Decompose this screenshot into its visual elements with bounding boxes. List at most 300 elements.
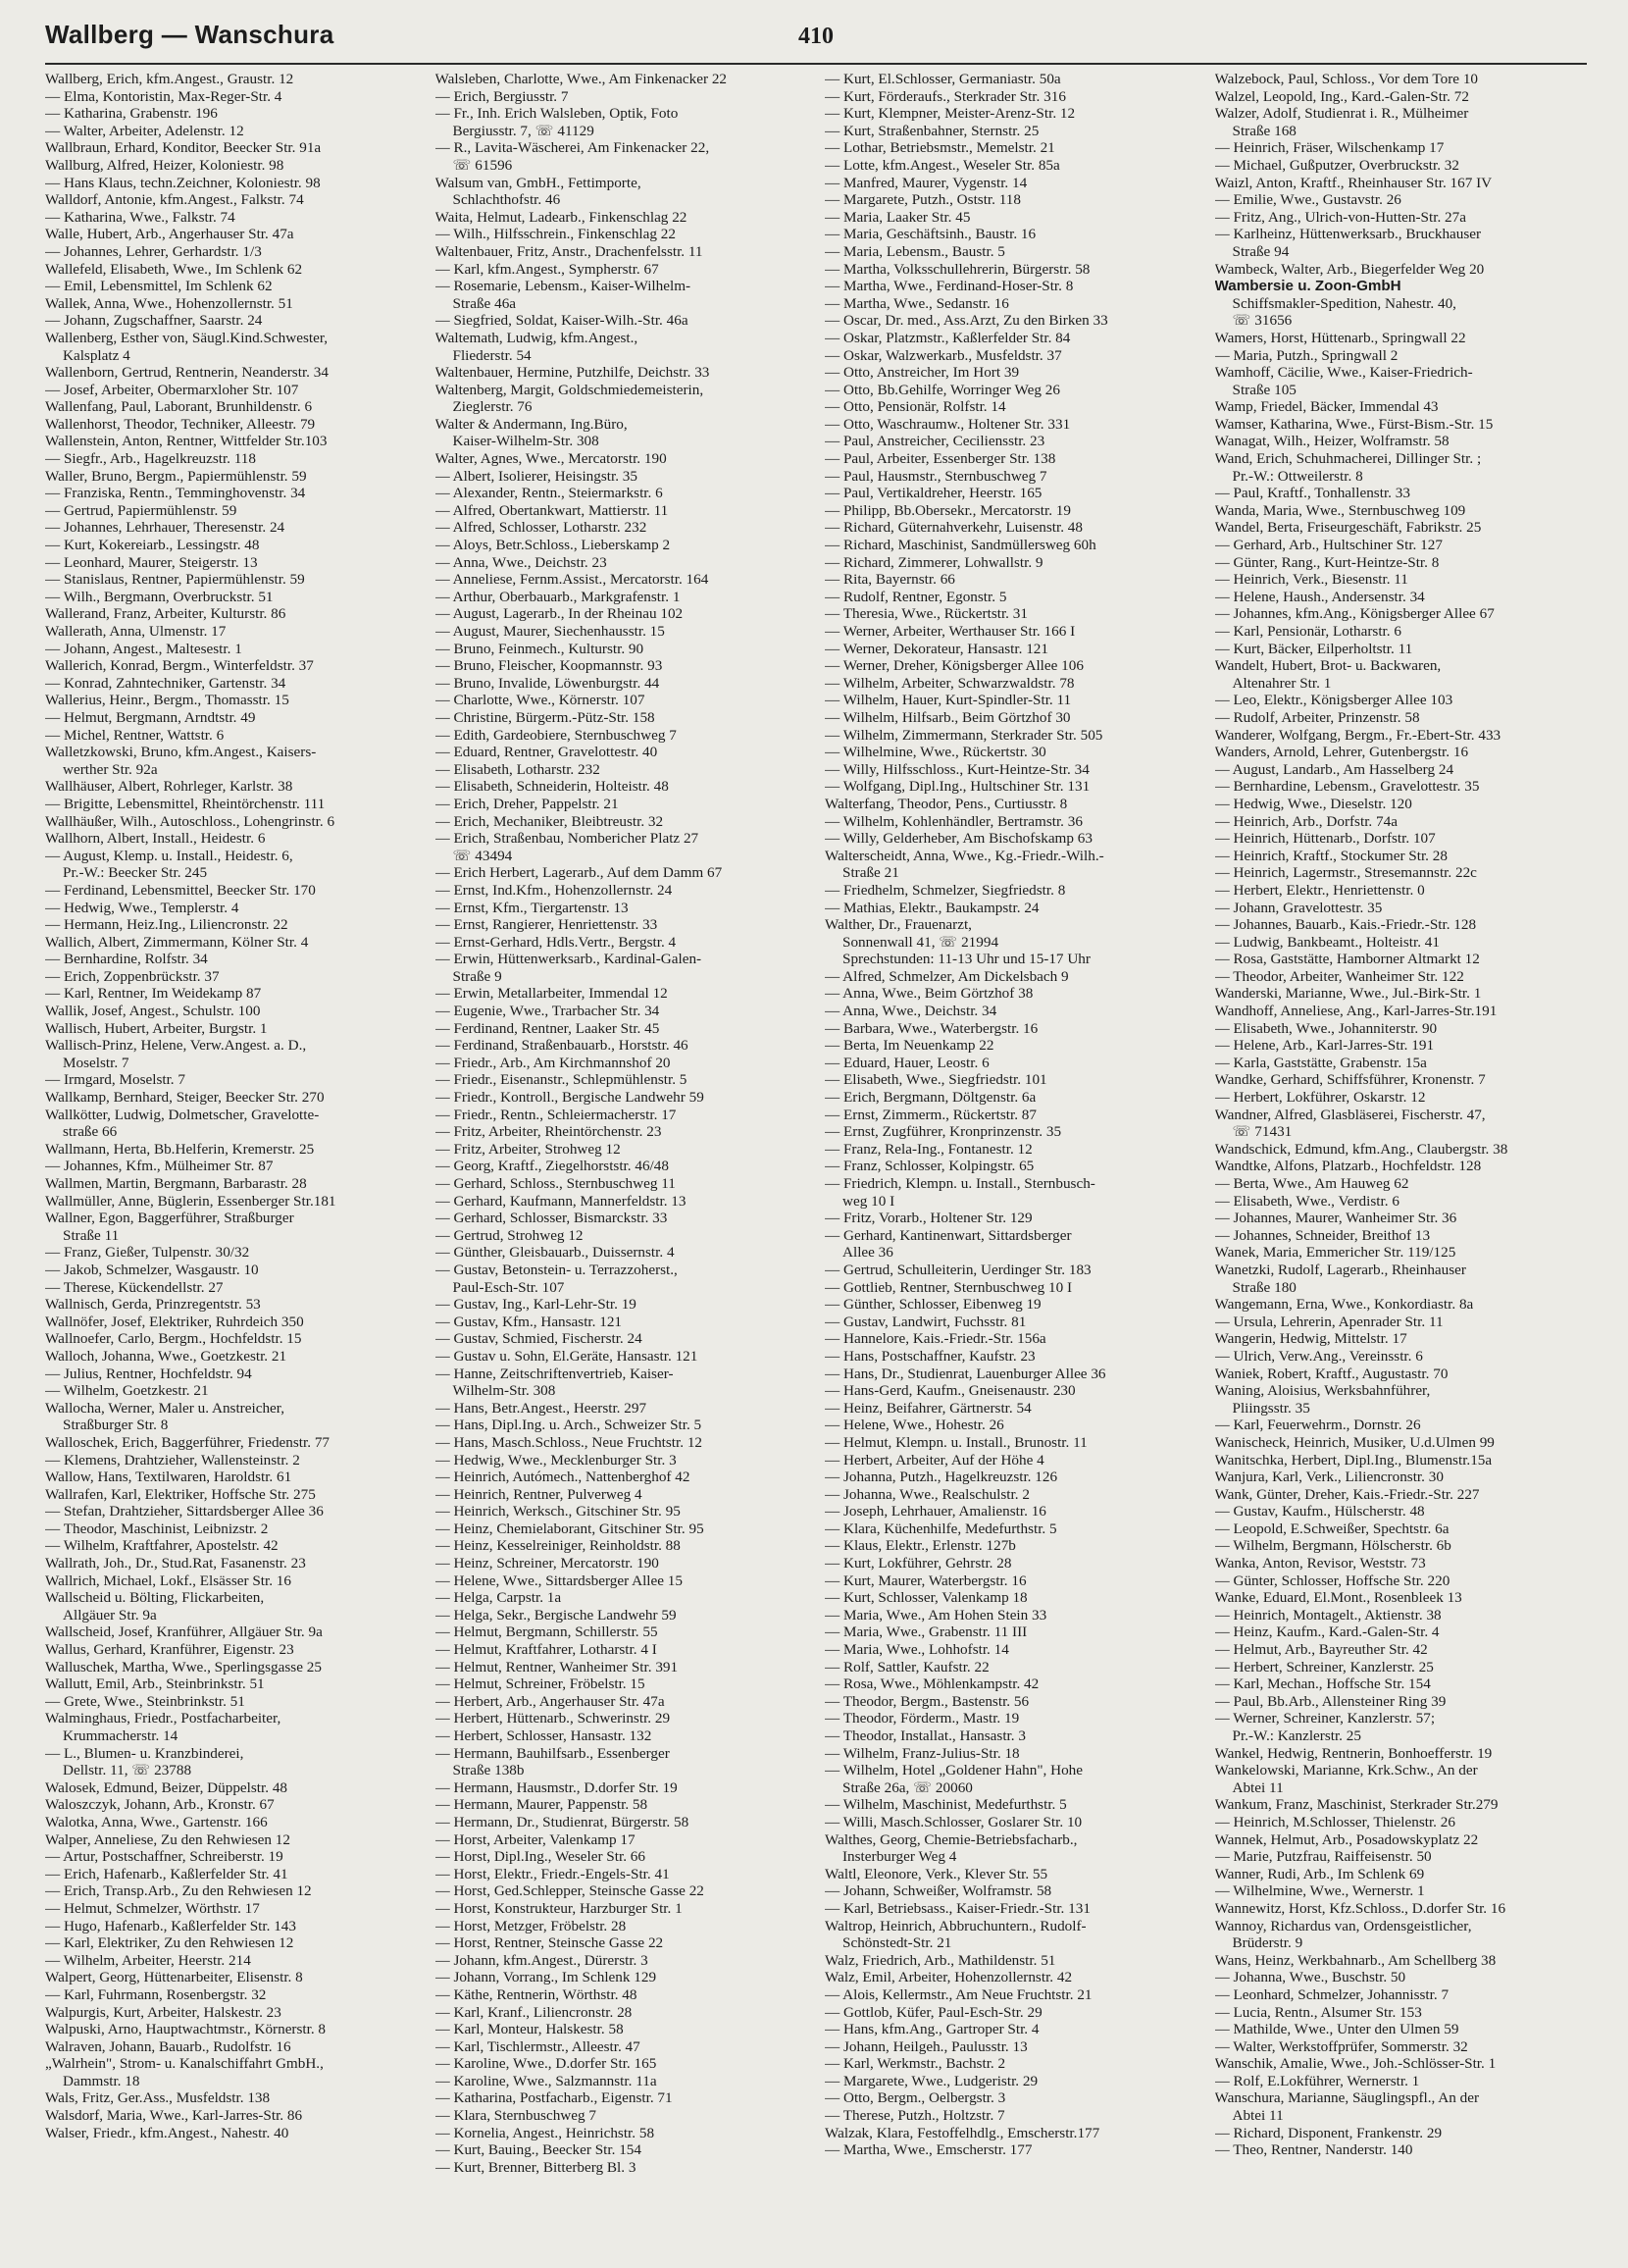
directory-entry: — L., Blumen- u. Kranzbinderei,	[45, 1744, 244, 1762]
directory-entry: — Heinrich, Verk., Biesenstr. 11	[1214, 571, 1408, 589]
directory-entry: — Gottlob, Küfer, Paul-Esch-Str. 29	[825, 2003, 1043, 2021]
directory-entry: Wallnöfer, Josef, Elektriker, Ruhrdeich 350	[45, 1313, 304, 1330]
directory-entry: — Herbert, Arbeiter, Auf der Höhe 4	[825, 1451, 1044, 1469]
directory-entry: — Emil, Lebensmittel, Im Schlenk 62	[45, 278, 273, 295]
directory-entry: Wannoy, Richardus van, Ordensgeistlicher,	[1214, 1917, 1472, 1934]
directory-entry: Waltemath, Ludwig, kfm.Angest.,	[434, 329, 638, 346]
directory-entry: — Herbert, Hüttenarb., Schwerinstr. 29	[434, 1710, 671, 1727]
directory-entry: — Karoline, Wwe., Salzmannstr. 11a	[434, 2072, 657, 2089]
directory-entry: Walsdorf, Maria, Wwe., Karl-Jarres-Str. 86	[45, 2107, 303, 2125]
directory-entry: — Ludwig, Bankbeamt., Holteistr. 41	[1214, 933, 1440, 951]
directory-entry: Walsum van, GmbH., Fettimporte,	[434, 174, 641, 191]
directory-entry: — Willy, Hilfsschloss., Kurt-Heintze-Str. 34	[825, 760, 1090, 778]
directory-entry: — Johannes, Lehrer, Gerhardstr. 1/3	[45, 242, 262, 260]
directory-entry: — Hermann, Bauhilfsarb., Essenberger	[434, 1744, 670, 1762]
directory-entry: Wanjura, Karl, Verk., Liliencronstr. 30	[1214, 1469, 1444, 1486]
directory-entry: — Wilhelm, Goetzkestr. 21	[45, 1382, 209, 1400]
directory-entry: Wanderer, Wolfgang, Bergm., Fr.-Ebert-Str. 433	[1214, 726, 1501, 744]
directory-entry: Pr.-W.: Ottweilerstr. 8	[1232, 467, 1363, 485]
directory-entry: — Maria, Putzh., Springwall 2	[1214, 346, 1399, 364]
directory-entry: Wallow, Hans, Textilwaren, Haroldstr. 61	[45, 1469, 292, 1486]
directory-entry: Paul-Esch-Str. 107	[452, 1278, 565, 1296]
directory-entry: — Elisabeth, Schneiderin, Holteistr. 48	[434, 778, 669, 796]
directory-entry: — Otto, Bergm., Oelbergstr. 3	[825, 2089, 1006, 2107]
directory-entry: — Karlheinz, Hüttenwerksarb., Bruckhauser	[1214, 226, 1482, 243]
directory-entry: — Rosa, Wwe., Möhlenkampstr. 42	[825, 1675, 1040, 1693]
directory-entry: Wand, Erich, Schuhmacherei, Dillinger Str. ;	[1214, 450, 1482, 468]
directory-entry: Allee 36	[842, 1244, 893, 1262]
directory-entry: Waltenbauer, Fritz, Anstr., Drachenfelsstr. 11	[434, 242, 703, 260]
directory-entry: — Kurt, Straßenbahner, Sternstr. 25	[825, 122, 1040, 139]
directory-entry: — Friedhelm, Schmelzer, Siegfriedstr. 8	[825, 881, 1066, 899]
directory-entry: Waller, Bruno, Bergm., Papiermühlenstr. 59	[45, 467, 307, 485]
directory-entry: — Joseph, Lehrhauer, Amalienstr. 16	[825, 1503, 1046, 1521]
directory-entry: Wallberg, Erich, kfm.Angest., Graustr. 12	[45, 71, 294, 87]
directory-entry: — Klara, Küchenhilfe, Medefurthstr. 5	[825, 1520, 1057, 1537]
directory-entry: — Erich, Zoppenbrückstr. 37	[45, 967, 220, 985]
directory-entry: — Franz, Schlosser, Kolpingstr. 65	[825, 1158, 1035, 1175]
directory-entry: — Wilhelm, Hotel „Goldener Hahn", Hohe	[825, 1762, 1084, 1779]
directory-entry: — Herbert, Arb., Angerhauser Str. 47a	[434, 1692, 665, 1710]
directory-entry: Wallner, Egon, Baggerführer, Straßburger	[45, 1210, 294, 1227]
directory-entry: Pr.-W.: Beecker Str. 245	[63, 864, 208, 882]
directory-entry: Walldorf, Antonie, kfm.Angest., Falkstr. 74	[45, 191, 304, 209]
directory-entry: — Ernst-Gerhard, Hdls.Vertr., Bergstr. 4	[434, 933, 677, 951]
column-2	[435, 71, 808, 2256]
directory-columns	[45, 71, 1587, 2256]
directory-entry: Wallenhorst, Theodor, Techniker, Alleestr. 79	[45, 415, 316, 433]
directory-entry: — Hanne, Zeitschriftenvertrieb, Kaiser-	[434, 1365, 674, 1382]
directory-entry: Straße 94	[1232, 242, 1290, 260]
directory-entry: Walzel, Leopold, Ing., Kard.-Galen-Str. 72	[1214, 87, 1469, 105]
directory-entry: — Wilhelmine, Wwe., Rückertstr. 30	[825, 744, 1046, 761]
directory-entry: — Gustav, Kfm., Hansastr. 121	[434, 1313, 623, 1330]
directory-entry: — Ernst, Rangierer, Henriettenstr. 33	[434, 916, 658, 934]
directory-entry: — Wilhelm, Hauer, Kurt-Spindler-Str. 11	[825, 692, 1072, 709]
directory-entry: Wallus, Gerhard, Kranführer, Eigenstr. 23	[45, 1641, 294, 1659]
directory-entry: — Grete, Wwe., Steinbrinkstr. 51	[45, 1692, 245, 1710]
directory-entry: Wandner, Alfred, Glasbläserei, Fischerstr. 47,	[1214, 1106, 1486, 1123]
directory-entry: Wandschick, Edmund, kfm.Ang., Claubergstr. 38	[1214, 1140, 1508, 1158]
directory-entry: — Siegfr., Arb., Hagelkreuzstr. 118	[45, 450, 256, 468]
directory-entry: — Friedr., Eisenanstr., Schlepmühlenstr. 5	[434, 1071, 687, 1089]
directory-entry: Wallerand, Franz, Arbeiter, Kulturstr. 86	[45, 605, 286, 623]
directory-entry: — Ernst, Zugführer, Kronprinzenstr. 35	[825, 1123, 1062, 1141]
directory-entry: Wanke, Eduard, El.Mont., Rosenbleek 13	[1214, 1589, 1462, 1607]
directory-entry: — Wilhelm, Kraftfahrer, Apostelstr. 42	[45, 1537, 279, 1555]
directory-entry: — Anneliese, Fernm.Assist., Mercatorstr. 164	[434, 571, 709, 589]
directory-entry: Allgäuer Str. 9a	[63, 1606, 157, 1624]
directory-entry: Walosek, Edmund, Beizer, Düppelstr. 48	[45, 1778, 288, 1796]
directory-entry: weg 10 I	[842, 1192, 895, 1210]
directory-entry: — Helmut, Schreiner, Fröbelstr. 15	[434, 1675, 645, 1693]
directory-entry: Schlachthofstr. 46	[452, 191, 561, 209]
page-header	[45, 18, 1587, 65]
directory-entry: Wallrath, Joh., Dr., Stud.Rat, Fasanenstr. 23	[45, 1555, 306, 1572]
directory-entry: — Artur, Postschaffner, Schreiberstr. 19	[45, 1848, 283, 1866]
directory-entry: — Barbara, Wwe., Waterbergstr. 16	[825, 1019, 1039, 1037]
directory-entry: Wallerius, Heinr., Bergm., Thomasstr. 15	[45, 692, 289, 709]
directory-entry: Wallrafen, Karl, Elektriker, Hoffsche Str. 275	[45, 1485, 316, 1503]
directory-entry: — Hans-Gerd, Kaufm., Gneisenaustr. 230	[825, 1382, 1076, 1400]
directory-entry: — Alois, Kellermstr., Am Neue Fruchtstr. 21	[825, 1985, 1093, 2003]
directory-entry: Waita, Helmut, Ladearb., Finkenschlag 22	[434, 208, 687, 226]
directory-entry: Waloszczyk, Johann, Arb., Kronstr. 67	[45, 1796, 275, 1814]
directory-entry: straße 66	[63, 1123, 118, 1141]
directory-entry: — Gustav, Ing., Karl-Lehr-Str. 19	[434, 1296, 636, 1314]
directory-entry: — Richard, Güternahverkehr, Luisenstr. 48	[825, 519, 1083, 537]
directory-entry: — Leonhard, Maurer, Steigerstr. 13	[45, 553, 258, 571]
directory-entry: Wanschura, Marianne, Säuglingspfl., An der	[1214, 2089, 1480, 2107]
directory-entry: — Paul, Anstreicher, Ceciliensstr. 23	[825, 433, 1045, 450]
directory-entry: — Siegfried, Soldat, Kaiser-Wilh.-Str. 46a	[434, 312, 688, 330]
directory-entry: Walzebock, Paul, Schloss., Vor dem Tore 10	[1214, 71, 1479, 87]
directory-entry: — Gustav u. Sohn, El.Geräte, Hansastr. 121	[434, 1347, 698, 1365]
directory-entry: — Richard, Maschinist, Sandmüllersweg 60h	[825, 537, 1096, 554]
directory-entry: Wanetzki, Rudolf, Lagerarb., Rheinhauser	[1214, 1261, 1466, 1278]
directory-entry: — Friedr., Arb., Am Kirchmannshof 20	[434, 1054, 671, 1071]
directory-entry: — Erich Herbert, Lagerarb., Auf dem Damm 67	[434, 864, 723, 882]
directory-entry: — Kurt, El.Schlosser, Germaniastr. 50a	[825, 71, 1061, 87]
directory-entry: — Klaus, Elektr., Erlenstr. 127b	[825, 1537, 1016, 1555]
directory-entry: werther Str. 92a	[63, 760, 158, 778]
directory-entry: — Christine, Bürgerm.-Pütz-Str. 158	[434, 708, 655, 726]
directory-entry: — Karoline, Wwe., D.dorfer Str. 165	[434, 2055, 657, 2073]
directory-entry: Wallek, Anna, Wwe., Hohenzollernstr. 51	[45, 294, 293, 312]
directory-entry: — Franz, Rela-Ing., Fontanestr. 12	[825, 1140, 1033, 1158]
directory-entry: — Ferdinand, Lebensmittel, Beecker Str. 170	[45, 881, 316, 899]
directory-entry: Sonnenwall 41, ☏ 21994	[842, 933, 999, 951]
directory-entry: — Alfred, Schmelzer, Am Dickelsbach 9	[825, 967, 1069, 985]
directory-entry: — Käthe, Rentnerin, Wörthstr. 48	[434, 1985, 637, 2003]
directory-entry: — Stanislaus, Rentner, Papiermühlenstr. 59	[45, 571, 305, 589]
directory-entry: — Kurt, Kokereiarb., Lessingstr. 48	[45, 537, 260, 554]
directory-entry: Wambeck, Walter, Arb., Biegerfelder Weg 20	[1214, 260, 1485, 278]
directory-entry: — Leo, Elektr., Königsberger Allee 103	[1214, 692, 1453, 709]
directory-entry: — Karl, Fuhrmann, Rosenbergstr. 32	[45, 1985, 267, 2003]
directory-entry: Walz, Emil, Arbeiter, Hohenzollernstr. 42	[825, 1969, 1073, 1986]
directory-entry: — Stefan, Drahtzieher, Sittardsberger Allee 36	[45, 1503, 324, 1521]
directory-entry: — Josef, Arbeiter, Obermarxloher Str. 107	[45, 381, 299, 398]
directory-entry: — Maria, Geschäftsinh., Baustr. 16	[825, 226, 1037, 243]
directory-entry: Wallmen, Martin, Bergmann, Barbarastr. 28	[45, 1175, 307, 1192]
directory-entry: — Paul, Arbeiter, Essenberger Str. 138	[825, 450, 1056, 468]
directory-entry: — August, Landarb., Am Hasselberg 24	[1214, 760, 1454, 778]
directory-entry: — Elisabeth, Wwe., Siegfriedstr. 101	[825, 1071, 1047, 1089]
directory-entry: — Theo, Rentner, Nanderstr. 140	[1214, 2141, 1413, 2159]
directory-entry: — Heinz, Schreiner, Mercatorstr. 190	[434, 1555, 659, 1572]
directory-entry: — Mathias, Elektr., Baukampstr. 24	[825, 899, 1040, 916]
directory-entry: Wannek, Helmut, Arb., Posadowskyplatz 22	[1214, 1830, 1479, 1848]
directory-entry: — Philipp, Bb.Obersekr., Mercatorstr. 19	[825, 501, 1071, 519]
directory-entry: — Friedrich, Klempn. u. Install., Sternbusch-	[825, 1175, 1095, 1192]
directory-entry: — Willi, Masch.Schlosser, Goslarer Str. 10	[825, 1813, 1083, 1830]
directory-entry: — Gustav, Betonstein- u. Terrazzoherst.,	[434, 1261, 678, 1278]
directory-entry: Wallutt, Emil, Arb., Steinbrinkstr. 51	[45, 1675, 265, 1693]
directory-entry: — Anna, Wwe., Deichstr. 34	[825, 1003, 997, 1020]
directory-entry: Wanderski, Marianne, Wwe., Jul.-Birk-Str. 1	[1214, 985, 1482, 1003]
directory-entry: — Theodor, Bergm., Bastenstr. 56	[825, 1692, 1030, 1710]
directory-entry: — Fritz, Arbeiter, Rheintörchenstr. 23	[434, 1123, 662, 1141]
directory-entry: — Julius, Rentner, Hochfeldstr. 94	[45, 1365, 252, 1382]
directory-entry: Wallhorn, Albert, Install., Heidestr. 6	[45, 830, 266, 848]
column-4	[1215, 71, 1588, 2256]
directory-entry: — Horst, Rentner, Steinsche Gasse 22	[434, 1934, 664, 1952]
directory-entry: Wanda, Maria, Wwe., Sternbuschweg 109	[1214, 501, 1466, 519]
directory-entry: — Maria, Wwe., Grabenstr. 11 III	[825, 1624, 1028, 1641]
directory-entry: Wallerath, Anna, Ulmenstr. 17	[45, 623, 227, 640]
directory-entry: Straße 138b	[452, 1762, 525, 1779]
directory-entry: — Martha, Wwe., Sedanstr. 16	[825, 294, 1009, 312]
directory-entry: Walpuski, Arno, Hauptwachtmstr., Körnerstr. 8	[45, 2021, 327, 2038]
directory-entry: — Maria, Wwe., Lohhofstr. 14	[825, 1641, 1009, 1659]
directory-entry: — Werner, Dreher, Königsberger Allee 106	[825, 657, 1084, 675]
directory-entry: — Johann, kfm.Angest., Dürerstr. 3	[434, 1951, 648, 1969]
directory-entry: — Bernhardine, Rolfstr. 34	[45, 951, 208, 968]
directory-entry: Abtei 11	[1232, 1778, 1284, 1796]
directory-entry: Straße 180	[1232, 1278, 1297, 1296]
directory-entry: — Gustav, Schmied, Fischerstr. 24	[434, 1330, 642, 1348]
directory-entry: Zieglerstr. 76	[452, 398, 533, 416]
directory-entry: Wallich, Albert, Zimmermann, Kölner Str. 4	[45, 933, 309, 951]
directory-entry: — Kurt, Förderaufs., Sterkrader Str. 316	[825, 87, 1066, 105]
directory-entry: — August, Klemp. u. Install., Heidestr. 6,	[45, 847, 293, 864]
directory-entry: Waltl, Eleonore, Verk., Klever Str. 55	[825, 1865, 1048, 1882]
directory-entry: Wandelt, Hubert, Brot- u. Backwaren,	[1214, 657, 1442, 675]
directory-entry: — Rosemarie, Lebensm., Kaiser-Wilhelm-	[434, 278, 691, 295]
directory-entry: — Elisabeth, Wwe., Verdistr. 6	[1214, 1192, 1399, 1210]
directory-entry: Wallhäuser, Albert, Rohrleger, Karlstr. 38	[45, 778, 293, 796]
directory-entry: Wamers, Horst, Hüttenarb., Springwall 22	[1214, 329, 1466, 346]
directory-entry: Wallkamp, Bernhard, Steiger, Beecker Str. 270	[45, 1089, 325, 1107]
directory-entry: — Heinrich, Autómech., Nattenberghof 42	[434, 1469, 690, 1486]
directory-entry: — Helmut, Schmelzer, Wörthstr. 17	[45, 1899, 260, 1917]
directory-entry: — Gerhard, Arb., Hultschiner Str. 127	[1214, 537, 1443, 554]
directory-entry: Wallnoefer, Carlo, Bergm., Hochfeldstr. 15	[45, 1330, 302, 1348]
directory-entry: — R., Lavita-Wäscherei, Am Finkenacker 22,	[434, 139, 710, 157]
directory-entry: Walminghaus, Friedr., Postfacharbeiter,	[45, 1710, 281, 1727]
directory-entry: — Wilhelmine, Wwe., Wernerstr. 1	[1214, 1882, 1425, 1900]
directory-entry: — Paul, Kraftf., Tonhallenstr. 33	[1214, 485, 1410, 502]
directory-entry: Waniek, Robert, Kraftf., Augustastr. 70	[1214, 1365, 1449, 1382]
directory-entry: — Katharina, Postfacharb., Eigenstr. 71	[434, 2089, 673, 2107]
directory-entry: — Anna, Wwe., Beim Görtzhof 38	[825, 985, 1034, 1003]
directory-entry: Straßburger Str. 8	[63, 1417, 169, 1434]
directory-entry: — Oscar, Dr. med., Ass.Arzt, Zu den Birken 33	[825, 312, 1108, 330]
directory-entry: — Emilie, Wwe., Gustavstr. 26	[1214, 191, 1401, 209]
directory-entry: — Fritz, Vorarb., Holtener Str. 129	[825, 1210, 1033, 1227]
directory-entry: Altenahrer Str. 1	[1232, 674, 1332, 692]
directory-entry: Straße 26a, ☏ 20060	[842, 1778, 973, 1796]
directory-entry: — Günther, Gleisbauarb., Duissernstr. 4	[434, 1244, 675, 1262]
directory-entry: Wamp, Friedel, Bäcker, Immendal 43	[1214, 398, 1439, 416]
directory-entry: — Kurt, Bäcker, Eilperholtstr. 11	[1214, 640, 1413, 657]
directory-entry: — Erich, Mechaniker, Bleibtreustr. 32	[434, 812, 664, 830]
directory-entry: — Hedwig, Wwe., Mecklenburger Str. 3	[434, 1451, 677, 1469]
directory-entry: — Franziska, Rentn., Temminghovenstr. 34	[45, 485, 306, 502]
directory-entry: — Kurt, Schlosser, Valenkamp 18	[825, 1589, 1028, 1607]
directory-entry: Krummacherstr. 14	[63, 1727, 178, 1744]
directory-entry: — Johann, Zugschaffner, Saarstr. 24	[45, 312, 263, 330]
directory-entry: ☏ 43494	[452, 847, 513, 864]
directory-entry: — Erwin, Metallarbeiter, Immendal 12	[434, 985, 668, 1003]
directory-entry: — Heinrich, Arb., Dorfstr. 74a	[1214, 812, 1398, 830]
directory-entry: — Gustav, Kaufm., Hülscherstr. 48	[1214, 1503, 1425, 1521]
directory-entry: — Franz, Gießer, Tulpenstr. 30/32	[45, 1244, 250, 1262]
directory-entry: Straße 9	[452, 967, 502, 985]
directory-entry: — Erich, Bergmann, Döltgenstr. 6a	[825, 1089, 1037, 1107]
directory-entry: Wambersie u. Zoon-GmbH	[1214, 278, 1401, 295]
directory-entry: Schönstedt-Str. 21	[842, 1934, 952, 1952]
directory-entry: Fliederstr. 54	[452, 346, 532, 364]
directory-entry: — Martha, Volksschullehrerin, Bürgerstr. 58	[825, 260, 1091, 278]
directory-entry: Wallmann, Herta, Bb.Helferin, Kremerstr. 25	[45, 1140, 315, 1158]
directory-entry: — Maria, Laaker Str. 45	[825, 208, 971, 226]
directory-entry: — Herbert, Elektr., Henriettenstr. 0	[1214, 881, 1425, 899]
directory-entry: — Rita, Bayernstr. 66	[825, 571, 955, 589]
directory-entry: — Karl, kfm.Angest., Sympherstr. 67	[434, 260, 659, 278]
directory-entry: — Helmut, Rentner, Wanheimer Str. 391	[434, 1658, 679, 1675]
directory-entry: Waizl, Anton, Kraftf., Rheinhauser Str. 167 IV	[1214, 174, 1493, 191]
directory-entry: Wandke, Gerhard, Schiffsführer, Kronenstr. 7	[1214, 1071, 1486, 1089]
directory-entry: — Johanna, Putzh., Hagelkreuzstr. 126	[825, 1469, 1058, 1486]
directory-entry: „Walrhein", Strom- u. Kanalschiffahrt GmbH.,	[45, 2055, 324, 2073]
directory-entry: — Albert, Isolierer, Heisingstr. 35	[434, 467, 637, 485]
directory-entry: — Heinz, Beifahrer, Gärtnerstr. 54	[825, 1399, 1032, 1417]
directory-entry: — Bruno, Invalide, Löwenburgstr. 44	[434, 674, 660, 692]
directory-entry: — Horst, Elektr., Friedr.-Engels-Str. 41	[434, 1865, 670, 1882]
directory-entry: Wandhoff, Anneliese, Ang., Karl-Jarres-Str.191	[1214, 1003, 1498, 1020]
directory-entry: — Fr., Inh. Erich Walsleben, Optik, Foto	[434, 105, 679, 123]
directory-entry: Walterfang, Theodor, Pens., Curtiusstr. 8	[825, 795, 1068, 812]
directory-entry: Wallenberg, Esther von, Säugl.Kind.Schwester,	[45, 329, 329, 346]
directory-entry: — Maria, Lebensm., Baustr. 5	[825, 242, 1005, 260]
directory-entry: — Horst, Konstrukteur, Harzburger Str. 1	[434, 1899, 683, 1917]
directory-entry: — Gustav, Landwirt, Fuchsstr. 81	[825, 1313, 1027, 1330]
directory-entry: — Walter, Arbeiter, Adelenstr. 12	[45, 122, 244, 139]
directory-entry: — Erwin, Hüttenwerksarb., Kardinal-Galen-	[434, 951, 702, 968]
directory-entry: — Paul, Bb.Arb., Allensteiner Ring 39	[1214, 1692, 1447, 1710]
directory-entry: Wankel, Hedwig, Rentnerin, Bonhoefferstr. 19	[1214, 1744, 1493, 1762]
directory-entry: — Heinrich, Kraftf., Stockumer Str. 28	[1214, 847, 1448, 864]
directory-entry: Wanagat, Wilh., Heizer, Wolframstr. 58	[1214, 433, 1450, 450]
directory-entry: — Ernst, Ind.Kfm., Hohenzollernstr. 24	[434, 881, 673, 899]
directory-entry: — Klara, Sternbuschweg 7	[434, 2107, 596, 2125]
directory-entry: — August, Maurer, Siechenhausstr. 15	[434, 623, 665, 640]
directory-entry: Wals, Fritz, Ger.Ass., Musfeldstr. 138	[45, 2089, 271, 2107]
directory-entry: — Herbert, Schlosser, Hansastr. 132	[434, 1727, 652, 1744]
directory-entry: — Brigitte, Lebensmittel, Rheintörchenstr. 111	[45, 795, 326, 812]
directory-entry: — Heinrich, Montagelt., Aktienstr. 38	[1214, 1606, 1442, 1624]
directory-entry: — Theresia, Wwe., Rückertstr. 31	[825, 605, 1028, 623]
directory-entry: — Hermann, Maurer, Pappenstr. 58	[434, 1796, 648, 1814]
directory-entry: — Berta, Im Neuenkamp 22	[825, 1037, 994, 1055]
directory-entry: — Alfred, Schlosser, Lotharstr. 232	[434, 519, 647, 537]
directory-entry: Walletzkowski, Bruno, kfm.Angest., Kaisers-	[45, 744, 317, 761]
directory-entry: — Friedr., Rentn., Schleiermacherstr. 17	[434, 1106, 677, 1123]
directory-entry: Wallkötter, Ludwig, Dolmetscher, Gravelotte-	[45, 1106, 320, 1123]
directory-entry: — Katharina, Wwe., Falkstr. 74	[45, 208, 235, 226]
directory-entry: — Heinrich, Rentner, Pulverweg 4	[434, 1485, 642, 1503]
directory-entry: — Theodor, Förderm., Mastr. 19	[825, 1710, 1020, 1727]
directory-entry: ☏ 61596	[452, 156, 513, 174]
directory-entry: — Hedwig, Wwe., Dieselstr. 120	[1214, 795, 1412, 812]
directory-entry: — Heinz, Kaufm., Kard.-Galen-Str. 4	[1214, 1624, 1440, 1641]
page-number: 410	[798, 24, 834, 49]
directory-entry: — Johann, Vorrang., Im Schlenk 129	[434, 1969, 657, 1986]
directory-entry: Walthes, Georg, Chemie-Betriebsfacharb.,	[825, 1830, 1078, 1848]
directory-entry: — Hans, Dr., Studienrat, Lauenburger Allee 36	[825, 1365, 1106, 1382]
directory-entry: Wanders, Arnold, Lehrer, Gutenbergstr. 16	[1214, 744, 1469, 761]
directory-entry: — Karl, Kranf., Liliencronstr. 28	[434, 2003, 633, 2021]
directory-entry: — Erich, Dreher, Pappelstr. 21	[434, 795, 619, 812]
directory-entry: Wanitschka, Herbert, Dipl.Ing., Blumenstr.15a	[1214, 1451, 1493, 1469]
directory-entry: Walper, Anneliese, Zu den Rehwiesen 12	[45, 1830, 290, 1848]
directory-entry: — Therese, Kückendellstr. 27	[45, 1278, 224, 1296]
directory-entry: — Alfred, Obertankwart, Mattierstr. 11	[434, 501, 669, 519]
directory-entry: Wallscheid, Josef, Kranführer, Allgäuer Str. 9a	[45, 1624, 323, 1641]
directory-entry: — Erich, Transp.Arb., Zu den Rehwiesen 12	[45, 1882, 312, 1900]
directory-entry: — Katharina, Grabenstr. 196	[45, 105, 218, 123]
directory-entry: — Heinrich, Werksch., Gitschiner Str. 95	[434, 1503, 681, 1521]
directory-entry: Wilhelm-Str. 308	[452, 1382, 556, 1400]
directory-entry: — Johannes, kfm.Ang., Königsberger Allee 67	[1214, 605, 1495, 623]
directory-entry: — Mathilde, Wwe., Unter den Ulmen 59	[1214, 2021, 1459, 2038]
directory-entry: — Kurt, Klempner, Meister-Arenz-Str. 12	[825, 105, 1076, 123]
directory-entry: Waning, Aloisius, Werksbahnführer,	[1214, 1382, 1431, 1400]
directory-entry: ☏ 71431	[1232, 1123, 1293, 1141]
directory-entry: — Helmut, Arb., Bayreuther Str. 42	[1214, 1641, 1428, 1659]
directory-entry: — Hermann, Hausmstr., D.dorfer Str. 19	[434, 1778, 678, 1796]
directory-entry: — Wilhelm, Bergmann, Hölscherstr. 6b	[1214, 1537, 1451, 1555]
directory-entry: — Hans Klaus, techn.Zeichner, Koloniestr. 98	[45, 174, 321, 191]
directory-entry: Walz, Friedrich, Arb., Mathildenstr. 51	[825, 1951, 1056, 1969]
directory-entry: — Hans, kfm.Ang., Gartroper Str. 4	[825, 2021, 1040, 2038]
directory-entry: Waltrop, Heinrich, Abbruchuntern., Rudolf-	[825, 1917, 1087, 1934]
directory-entry: — Ferdinand, Rentner, Laaker Str. 45	[434, 1019, 660, 1037]
directory-entry: Straße 21	[842, 864, 899, 882]
directory-entry: — Wilh., Bergmann, Overbruckstr. 51	[45, 588, 274, 605]
directory-entry: Dammstr. 18	[63, 2072, 140, 2089]
directory-entry: — Bernhardine, Lebensm., Gravelottestr. 35	[1214, 778, 1480, 796]
directory-entry: — Johannes, Lehrhauer, Theresenstr. 24	[45, 519, 285, 537]
directory-entry: — Heinrich, Hüttenarb., Dorfstr. 107	[1214, 830, 1436, 848]
directory-entry: Wallbraun, Erhard, Konditor, Beecker Str. 91a	[45, 139, 322, 157]
directory-entry: — Johannes, Kfm., Mülheimer Str. 87	[45, 1158, 274, 1175]
directory-entry: — Rolf, E.Lokführer, Wernerstr. 1	[1214, 2072, 1420, 2089]
directory-entry: — Fritz, Ang., Ulrich-von-Hutten-Str. 27a	[1214, 208, 1466, 226]
directory-entry: — Georg, Kraftf., Ziegelhorststr. 46/48	[434, 1158, 669, 1175]
directory-entry: Wandtke, Alfons, Platzarb., Hochfeldstr. 128	[1214, 1158, 1482, 1175]
directory-entry: — Karl, Tischlermstr., Alleestr. 47	[434, 2037, 640, 2055]
directory-entry: — Ursula, Lehrerin, Apenrader Str. 11	[1214, 1313, 1444, 1330]
directory-entry: Wallmüller, Anne, Büglerin, Essenberger Str.181	[45, 1192, 336, 1210]
directory-entry: — Paul, Vertikaldreher, Heerstr. 165	[825, 485, 1043, 502]
directory-entry: — Eduard, Rentner, Gravelottestr. 40	[434, 744, 658, 761]
directory-entry: Wallhäußer, Wilh., Autoschloss., Lohengrinstr. 6	[45, 812, 335, 830]
directory-entry: — Gerhard, Schloss., Sternbuschweg 11	[434, 1175, 676, 1192]
directory-entry: — Hedwig, Wwe., Templerstr. 4	[45, 899, 239, 916]
directory-entry: Wallerich, Konrad, Bergm., Winterfeldstr. 37	[45, 657, 314, 675]
directory-entry: — Ernst, Kfm., Tiergartenstr. 13	[434, 899, 629, 916]
directory-entry: — Otto, Pensionär, Rolfstr. 14	[825, 398, 1006, 416]
directory-entry: — Erich, Hafenarb., Kaßlerfelder Str. 41	[45, 1865, 288, 1882]
directory-entry: Walloch, Johanna, Wwe., Goetzkestr. 21	[45, 1347, 287, 1365]
directory-entry: Straße 11	[63, 1226, 120, 1244]
directory-entry: — Heinrich, Lagermstr., Stresemannstr. 22c	[1214, 864, 1477, 882]
directory-entry: — Helga, Carpstr. 1a	[434, 1589, 562, 1607]
directory-entry: — Gerhard, Schlosser, Bismarckstr. 33	[434, 1210, 668, 1227]
